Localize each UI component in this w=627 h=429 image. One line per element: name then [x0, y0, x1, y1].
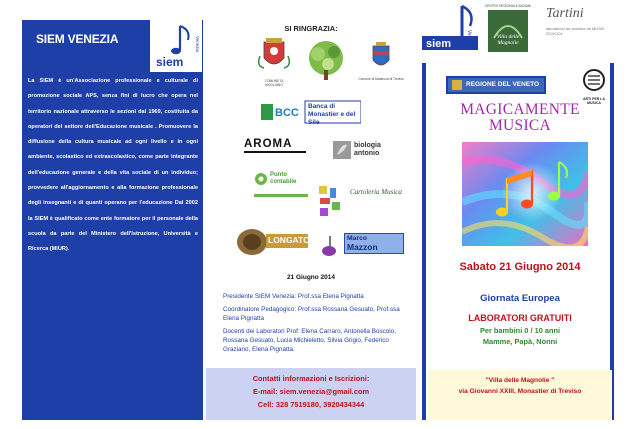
bcc-mark-icon	[261, 104, 273, 120]
sponsor-tree-logo	[304, 40, 348, 82]
music-notes-image	[462, 142, 588, 246]
guitar-icon	[320, 235, 340, 257]
family-label: Mamme, Papà, Nonni	[482, 337, 558, 346]
stationery-icon	[316, 182, 346, 226]
event-date-middle: 21 Giugno 2014	[286, 274, 336, 281]
sponsor-bcc: BCC Banca di Monastier e del Sile	[261, 100, 361, 124]
event-title: MAGICAMENTE MUSICA	[460, 101, 580, 134]
regione-veneto-logo: REGIONE DEL VENETO	[446, 76, 546, 94]
siem-logo	[422, 4, 478, 62]
event-subtitle: Giornata Europea	[480, 293, 560, 304]
villa-magnolie-logo: CENTRO REGIONALE ANZIANI Villa delle Magnolie	[482, 4, 534, 60]
svg-text:siem: siem	[156, 55, 184, 69]
siem-logo	[150, 20, 202, 72]
contact-box	[206, 368, 416, 420]
thanks-heading: SI RINGRAZIA:	[284, 24, 338, 33]
venue-box	[428, 370, 612, 420]
leaf-icon	[332, 140, 352, 160]
sponsor-comune-mogliano: COMUNE DI MOGLIANO	[256, 36, 292, 80]
sponsor-cartoleria: Cartoleria Musica	[316, 178, 406, 230]
credit-teachers: Docenti dei Laboratori Prof: Elena Carraro, Antonella Boscolo, Rossana Gesuato, Lucia Michieletto, Silvia Grigio, Federico Graziano, Elena Pignatta.	[223, 328, 396, 354]
venue-address: via Giovanni XXIII, Monastier di Treviso	[458, 388, 582, 395]
crest-icon	[256, 36, 292, 74]
event-date: Sabato 21 Giugno 2014	[459, 261, 581, 273]
tartini-logo: Tartini laboratorio de sonidos de MUSIC SCHOOL	[546, 6, 605, 36]
punto-icon	[254, 172, 268, 186]
arti-musica-logo: ARTI PER LA MUSICA	[578, 68, 610, 100]
sponsor-longato: LONGATO	[236, 224, 308, 258]
svg-text:siem: siem	[426, 38, 452, 50]
sponsors-panel	[206, 20, 416, 420]
crest-icon	[358, 42, 404, 72]
contact-phone: Cell: 328 7519180, 3920434344	[257, 400, 365, 409]
credit-coordinator: Coordinatore Pedagogico: Prof.ssa Rossana Gesuato, Prof.ssa Elena Pignatta	[223, 306, 400, 323]
sponsor-aroma: AROMA	[244, 138, 310, 158]
contact-heading: Contatti informazioni e Iscrizioni:	[252, 374, 370, 383]
sponsor-marco-mazzon: Marco Mazzon	[318, 232, 404, 260]
siem-info-panel	[22, 20, 203, 420]
siem-description: La SIEM è un'Associazione professionale e culturale di promozione sociale APS, senza fini di lucro che opera nel territorio nazionale attraverso le sezioni dal 1969, costituita da operatori del settore dell'Educazione musicale . Promuovere la diffusione della cultura musicale ad ogni livello e in ogni ambiente, scolastico ed extrascolastico, come parte integrante dell'educazione generale e della vita sociale di un individuo; provvedere all'aggiornamento e alla formazione professionale degli insegnanti e di quanti operano per l'educazione Dal 2002 la SIEM è qualificato come ente formatore per il personale della scuola da parte del Ministero dell'Istruzione, Università e Ricerca (MIUR).	[28, 78, 198, 253]
event-panel	[420, 0, 620, 425]
sponsor-punto-contabile: Punto contabile	[254, 170, 308, 204]
sponsor-biologia: biologia antonio	[332, 138, 400, 166]
contact-email[interactable]: E-mail: siem.venezia@gmail.com	[252, 387, 370, 396]
svg-text:Venezia: Venezia	[466, 30, 472, 48]
music-clef-icon	[578, 68, 610, 92]
tree-icon	[304, 40, 348, 82]
sponsor-comune-treviso: Comune di Mastruza di Treviso	[358, 42, 404, 82]
credit-president: Presidente SIEM Venezia: Prof.ssa Elena Pignatta	[223, 293, 364, 300]
svg-text:BCC: BCC	[275, 107, 299, 119]
svg-text:Venezia: Venezia	[195, 36, 200, 53]
panel-title: SIEM VENEZIA	[36, 32, 119, 46]
age-range-label: Per bambini 0 / 10 anni	[479, 326, 561, 335]
free-workshops-label: LABORATORI GRATUITI	[468, 313, 572, 323]
venue-name: "Villa delle Magnolie "	[485, 377, 555, 384]
